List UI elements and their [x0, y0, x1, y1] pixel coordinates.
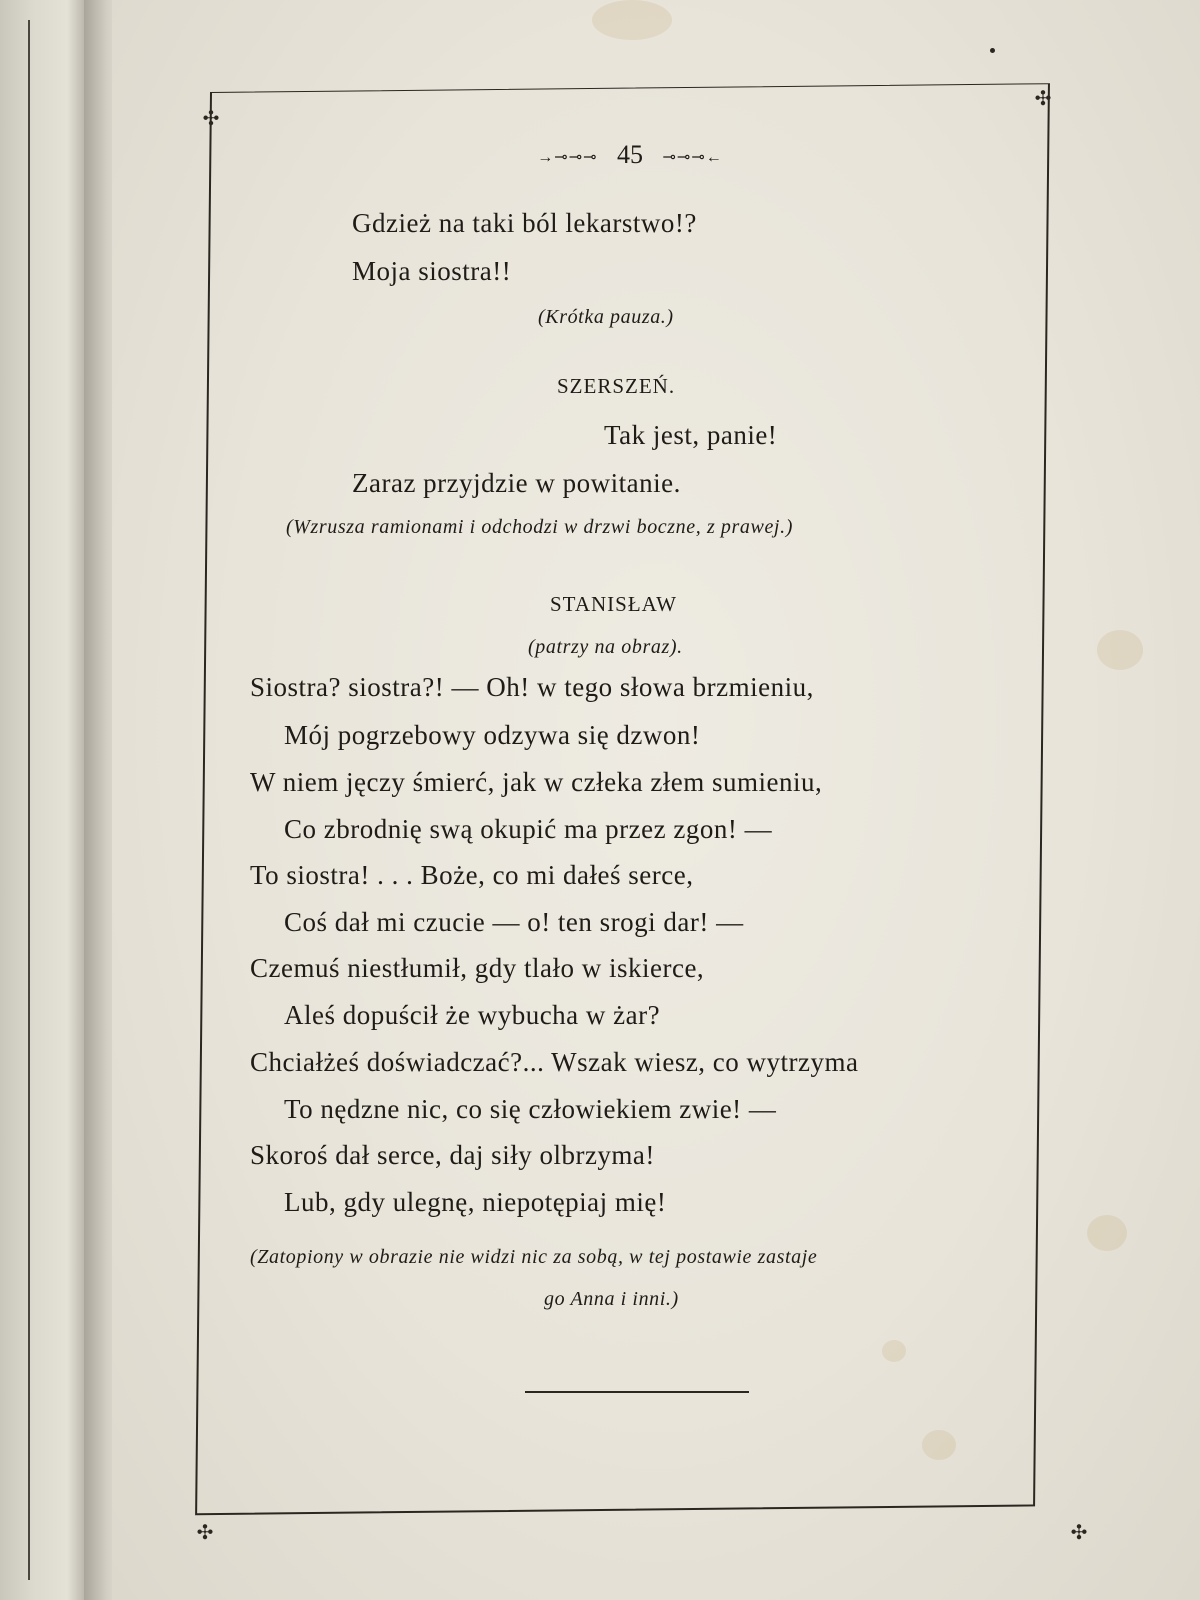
page-number-header — [500, 140, 760, 170]
verse-line: Lub, gdy ulegnę, niepotępiaj mię! — [284, 1187, 667, 1217]
verse-line: Skoroś dał serce, daj siły olbrzyma! — [250, 1140, 655, 1170]
stage-direction: (Zatopiony w obrazie nie widzi nic za sobą, w tej postawie zastaje — [250, 1246, 818, 1268]
verse-line: To siostra! . . . Boże, co mi dałeś serce, — [250, 860, 694, 890]
verse-line: Aleś dopuścił że wybucha w żar? — [284, 1000, 661, 1030]
speaker-name: STANISŁAW — [550, 592, 677, 616]
corner-ornament-icon: ✣ — [1034, 88, 1052, 110]
ornament-right-icon: ⊸⊸⊸← — [662, 149, 723, 167]
verse-line: Moja siostra!! — [352, 256, 512, 286]
corner-ornament-icon: ✣ — [1070, 1522, 1088, 1544]
verse-line: W niem jęczy śmierć, jak w człeka złem sumieniu, — [250, 767, 823, 797]
stage-direction: (Krótka pauza.) — [538, 306, 674, 328]
verse-line: Czemuś niestłumił, gdy tlało w iskierce, — [250, 953, 705, 983]
verse-line: To nędzne nic, co się człowiekiem zwie! — — [284, 1094, 777, 1124]
verse-line: Mój pogrzebowy odzywa się dzwon! — [284, 720, 701, 750]
corner-ornament-icon: ✣ — [196, 1522, 214, 1544]
verse-line: Chciałżeś doświadczać?... Wszak wiesz, co wytrzyma — [250, 1047, 859, 1077]
verse-line: Co zbrodnię swą okupić ma przez zgon! — — [284, 814, 773, 844]
page-number: 45 — [617, 140, 643, 169]
corner-ornament-icon: ✣ — [202, 108, 220, 130]
stage-direction: (Wzrusza ramionami i odchodzi w drzwi boczne, z prawej.) — [286, 516, 793, 538]
verse-line: Coś dał mi czucie — o! ten srogi dar! — — [284, 907, 744, 937]
verse-line: Tak jest, panie! — [604, 420, 778, 450]
speaker-name: SZERSZEŃ. — [557, 374, 676, 398]
verse-line: Gdzież na taki ból lekarstwo!? — [352, 208, 697, 238]
verse-line: Siostra? siostra?! — Oh! w tego słowa brzmieniu, — [250, 672, 814, 702]
ornament-left-icon: →⊸⊸⊸ — [537, 149, 598, 167]
stage-direction: go Anna i inni.) — [544, 1288, 679, 1310]
stage-direction: (patrzy na obraz). — [528, 636, 683, 658]
verse-line: Zaraz przyjdzie w powitanie. — [352, 468, 681, 498]
end-rule — [525, 1391, 749, 1393]
